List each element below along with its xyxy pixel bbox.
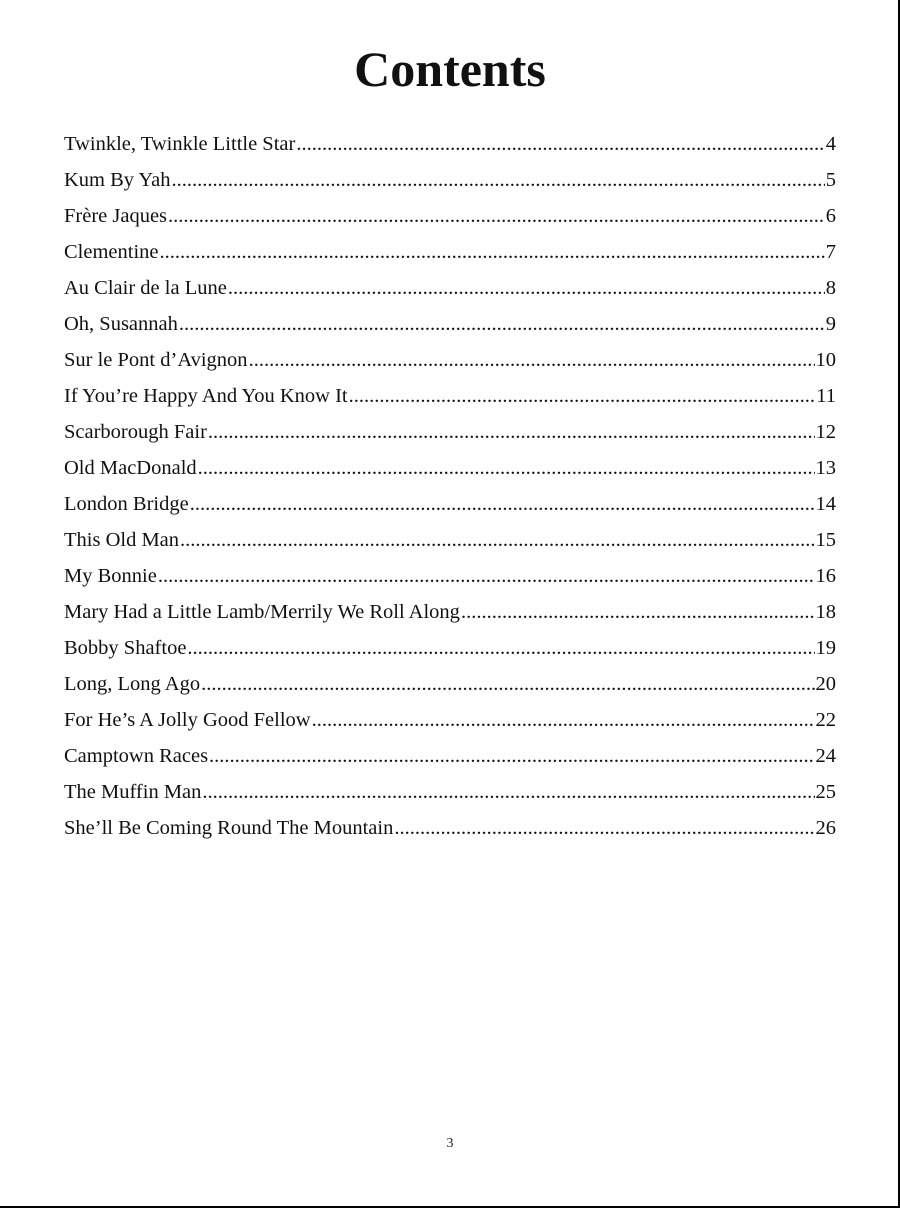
toc-entry-page: 22 bbox=[815, 709, 836, 731]
toc-leader-dots bbox=[228, 270, 825, 306]
toc-entry[interactable] bbox=[64, 738, 836, 774]
page-title: Contents bbox=[354, 41, 546, 97]
toc-entry-title: Kum By Yah bbox=[64, 169, 171, 191]
toc-leader-dots bbox=[208, 414, 815, 450]
toc-leader-dots bbox=[168, 198, 825, 234]
toc-entry-page: 20 bbox=[815, 673, 836, 695]
toc-leader-dots bbox=[296, 126, 824, 162]
toc-entry-page: 19 bbox=[815, 637, 836, 659]
toc-entry-page: 18 bbox=[815, 601, 836, 623]
toc-leader-dots bbox=[209, 738, 814, 774]
toc-entry-title: She’ll Be Coming Round The Mountain bbox=[64, 817, 394, 839]
toc-entry[interactable] bbox=[64, 522, 836, 558]
toc-entry-page: 6 bbox=[825, 205, 836, 227]
toc-leader-dots bbox=[180, 522, 814, 558]
toc-entry[interactable] bbox=[64, 198, 836, 234]
toc-entry[interactable] bbox=[64, 126, 836, 162]
toc-leader-dots bbox=[461, 594, 815, 630]
toc-leader-dots bbox=[201, 666, 814, 702]
toc-entry-title: My Bonnie bbox=[64, 565, 157, 587]
toc-entry[interactable] bbox=[64, 594, 836, 630]
toc-leader-dots bbox=[190, 486, 815, 522]
toc-entry-page: 4 bbox=[825, 133, 836, 155]
toc-entry-title: Scarborough Fair bbox=[64, 421, 207, 443]
toc-entry[interactable] bbox=[64, 486, 836, 522]
toc-entry[interactable] bbox=[64, 378, 836, 414]
toc-entry-title: Mary Had a Little Lamb/Merrily We Roll Along bbox=[64, 601, 460, 623]
toc-entry-page: 7 bbox=[825, 241, 836, 263]
toc-entry-title: Au Clair de la Lune bbox=[64, 277, 227, 299]
toc-entry-page: 16 bbox=[815, 565, 836, 587]
toc-entry-title: Frère Jaques bbox=[64, 205, 168, 227]
toc-leader-dots bbox=[198, 450, 815, 486]
toc-entry-page: 13 bbox=[815, 457, 836, 479]
toc-leader-dots bbox=[312, 702, 815, 738]
toc-entry[interactable] bbox=[64, 414, 836, 450]
toc-entry-page: 12 bbox=[815, 421, 836, 443]
toc-leader-dots bbox=[202, 774, 814, 810]
toc-leader-dots bbox=[349, 378, 816, 414]
toc-entry-title: Camptown Races bbox=[64, 745, 209, 767]
toc-leader-dots bbox=[249, 342, 815, 378]
toc-entry-title: Twinkle, Twinkle Little Star bbox=[64, 133, 296, 155]
toc-entry-title: Oh, Susannah bbox=[64, 313, 178, 335]
toc-entry[interactable] bbox=[64, 162, 836, 198]
toc-entry-page: 15 bbox=[815, 529, 836, 551]
toc-entry[interactable] bbox=[64, 558, 836, 594]
page-number: 3 bbox=[446, 1136, 454, 1151]
toc-leader-dots bbox=[394, 810, 814, 846]
toc-entry-title: If You’re Happy And You Know It bbox=[64, 385, 348, 407]
toc-entry-title: Bobby Shaftoe bbox=[64, 637, 187, 659]
toc-entry[interactable] bbox=[64, 342, 836, 378]
toc-entry[interactable] bbox=[64, 234, 836, 270]
toc-leader-dots bbox=[172, 162, 825, 198]
toc-entry-page: 9 bbox=[825, 313, 836, 335]
toc-entry-page: 11 bbox=[816, 385, 836, 407]
toc-entry[interactable] bbox=[64, 630, 836, 666]
toc-entry-page: 10 bbox=[815, 349, 836, 371]
toc-entry[interactable] bbox=[64, 270, 836, 306]
toc-entry-title: London Bridge bbox=[64, 493, 189, 515]
toc-entry-title: Clementine bbox=[64, 241, 159, 263]
toc-entry-page: 8 bbox=[825, 277, 836, 299]
toc-entry-title: The Muffin Man bbox=[64, 781, 202, 803]
toc-entry-page: 25 bbox=[815, 781, 836, 803]
table-of-contents bbox=[64, 126, 836, 846]
toc-leader-dots bbox=[158, 558, 815, 594]
toc-leader-dots bbox=[179, 306, 825, 342]
toc-entry-page: 26 bbox=[815, 817, 836, 839]
toc-entry-page: 24 bbox=[815, 745, 836, 767]
toc-entry-title: Old MacDonald bbox=[64, 457, 197, 479]
toc-entry-page: 14 bbox=[815, 493, 836, 515]
toc-entry-title: Long, Long Ago bbox=[64, 673, 201, 695]
toc-entry[interactable] bbox=[64, 306, 836, 342]
toc-entry-page: 5 bbox=[825, 169, 836, 191]
toc-leader-dots bbox=[160, 234, 825, 270]
toc-entry-title: This Old Man bbox=[64, 529, 180, 551]
toc-leader-dots bbox=[187, 630, 814, 666]
toc-entry[interactable] bbox=[64, 774, 836, 810]
toc-entry-title: For He’s A Jolly Good Fellow bbox=[64, 709, 311, 731]
toc-entry[interactable] bbox=[64, 450, 836, 486]
toc-entry[interactable] bbox=[64, 810, 836, 846]
toc-entry[interactable] bbox=[64, 702, 836, 738]
toc-entry-title: Sur le Pont d’Avignon bbox=[64, 349, 248, 371]
toc-entry[interactable] bbox=[64, 666, 836, 702]
